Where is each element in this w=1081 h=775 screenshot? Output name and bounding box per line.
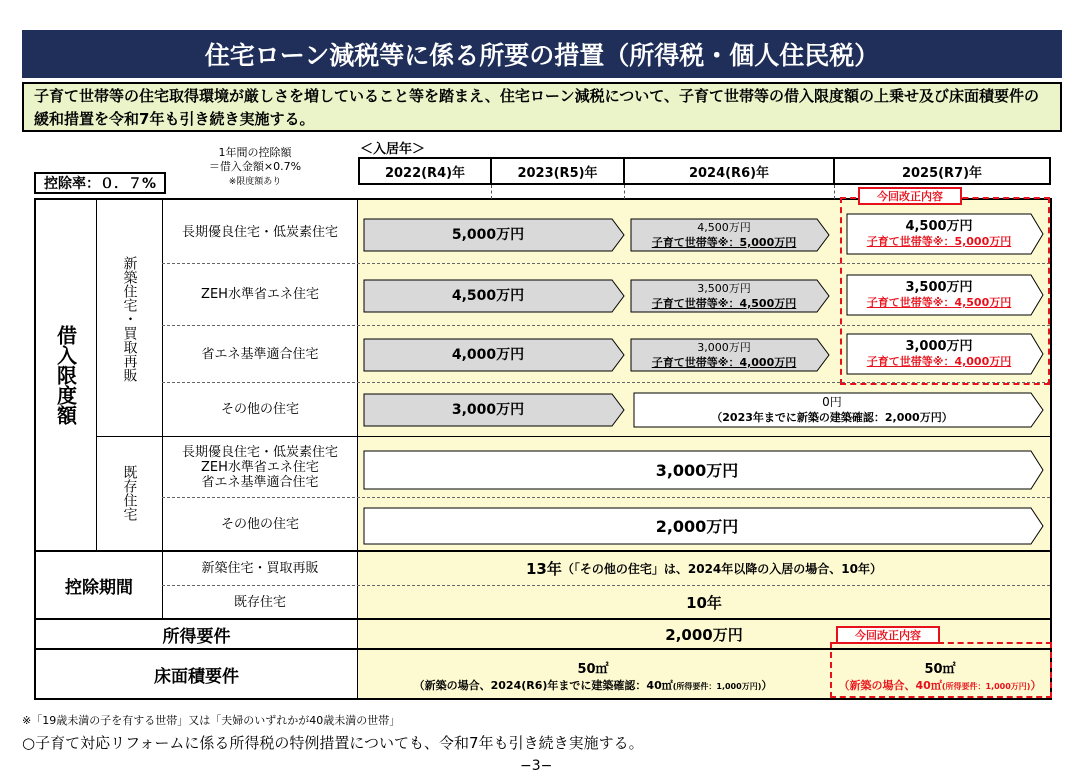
period-existing-value: 10年 [686, 593, 722, 612]
annual-deduction-note: 1年間の控除額 ＝借入金額×0.7% ※限度額あり [208, 146, 302, 187]
borrow-limit-label: 借入限度額 [53, 325, 78, 425]
period-new-value: 13年 （「その他の住宅」は、2024年以降の入居の場合、10年） [526, 560, 882, 578]
year-divider [834, 185, 835, 199]
new-build-label: 新築住宅・買取再販 [121, 256, 138, 382]
deduction-rate-label: 控除率：０．７% [34, 172, 166, 194]
zeh-2024-values: 3,500万円 子育て世帯等※：4,500万円 [651, 282, 797, 310]
revision-tag-floor: 今回改正内容 [836, 626, 940, 644]
other-2024-values: 0円 （2023年までに新築の建築確認：2,000万円） [711, 395, 953, 424]
existing-group-value: 3,000万円 [655, 460, 739, 480]
row-label-long-term: 長期優良住宅・低炭素住宅 [181, 225, 338, 240]
revision-highlight-box-floor [830, 642, 1052, 698]
long-term-2025-values: 4,500万円 子育て世帯等※：5,000万円 [866, 219, 1012, 248]
revision-tag: 今回改正内容 [858, 187, 962, 205]
long-term-base-value: 5,000万円 [451, 226, 525, 243]
income-value: 2,000万円 [665, 625, 743, 644]
year-divider [491, 185, 492, 199]
row-label-existing-other: その他の住宅 [220, 516, 299, 532]
existing-other-value: 2,000万円 [655, 516, 739, 536]
deduction-period-label: 控除期間 [65, 577, 133, 598]
year-divider [624, 185, 625, 199]
other-base-value: 3,000万円 [451, 401, 525, 418]
year-header-2024: 2024(R6)年 [623, 157, 835, 185]
period-new-label: 新築住宅・買取再販 [201, 561, 319, 576]
zeh-base-value: 4,500万円 [451, 287, 525, 304]
zeh-2025-values: 3,500万円 子育て世帯等※：4,500万円 [866, 280, 1012, 309]
floor-requirement-label: 床面積要件 [154, 666, 239, 687]
year-header-2025: 2025(R7)年 [833, 157, 1051, 185]
bottom-note: ○子育て対応リフォームに係る所得税の特例措置についても、令和7年も引き続き実施する。 [22, 734, 644, 752]
period-existing-label: 既存住宅 [233, 594, 286, 610]
long-term-2024-values: 4,500万円 子育て世帯等※：5,000万円 [651, 221, 797, 249]
floor-2025-value: 50㎡ （新築の場合、40㎡(所得要件：1,000万円)） [838, 661, 1042, 692]
existing-label: 既存住宅 [121, 465, 138, 521]
row-label-energy: 省エネ基準適合住宅 [201, 346, 319, 362]
year-header-2023: 2023(R5)年 [490, 157, 625, 185]
move-in-year-label: ＜入居年＞ [360, 142, 426, 157]
energy-base-value: 4,000万円 [451, 346, 525, 363]
page-number: −3− [520, 758, 553, 774]
row-label-existing-group: 長期優良住宅・低炭素住宅 ZEH水準省エネ住宅 省エネ基準適合住宅 [181, 444, 338, 490]
energy-2024-values: 3,000万円 子育て世帯等※：4,000万円 [651, 341, 797, 369]
energy-2025-values: 3,000万円 子育て世帯等※：4,000万円 [866, 339, 1012, 368]
row-label-zeh: ZEH水準省エネ住宅 [201, 287, 319, 302]
footnote: ※「19歳未満の子を有する世帯」又は「夫婦のいずれかが40歳未満の世帯」 [22, 714, 401, 727]
summary-box: 子育て世帯等の住宅取得環境が厳しさを増していること等を踏まえ、住宅ローン減税について、子育て世帯等の借入限度額の上乗せ及び床面積要件の緩和措置を令和7年も引き続き実施する。 [22, 82, 1062, 132]
floor-main-value: 50㎡ （新築の場合、2024(R6)年までに建築確認：40㎡(所得要件：1,000万円)） [413, 661, 773, 692]
revision-highlight-box [840, 197, 1050, 385]
row-label-other: その他の住宅 [220, 402, 299, 417]
income-requirement-label: 所得要件 [162, 626, 231, 647]
year-header-2022: 2022(R4)年 [358, 157, 492, 185]
page-title: 住宅ローン減税等に係る所要の措置（所得税・個人住民税） [22, 30, 1062, 78]
